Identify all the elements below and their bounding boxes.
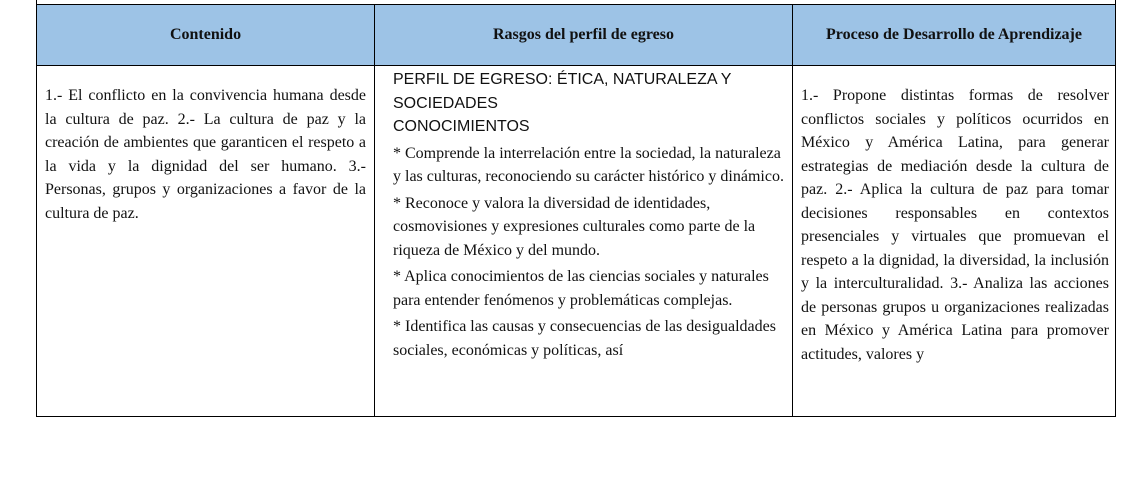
rasgos-item: * Reconoce y valora la diversidad de identidades, cosmovisiones y expresiones culturales como parte de la riqueza de México y del mundo. [393, 194, 756, 259]
header-contenido: Contenido [37, 5, 375, 65]
rasgos-cell [375, 66, 793, 416]
rasgos-subtitle: CONOCIMIENTOS [393, 118, 530, 135]
rasgos-item: * Comprende la interrelación entre la sociedad, la naturaleza y las culturas, reconociendo su carácter histórico y dinámico. [393, 144, 784, 185]
header-proceso: Proceso de Desarrollo de Aprendizaje [826, 26, 1082, 43]
proceso-cell: 1.- Propone distintas formas de resolver conflictos sociales y políticos ocurridos en México y América Latina, para generar estrategias de mediación desde la cultura de paz. 2.- Aplica la cultura de paz para tomar decisiones responsables en contextos presenciales y virtuales que promuevan el respeto a la dignidad, la diversidad, la inclusión y la interculturalidad. 3.- Analiza las acciones de personas grupos u organizaciones realizadas en México y América Latina para promover actitudes, valores y [801, 87, 1109, 363]
rasgos-title: PERFIL DE EGRESO: ÉTICA, NATURALEZA Y SOCIEDADES [393, 71, 732, 112]
table-header-row [37, 5, 1115, 66]
rasgos-item: * Aplica conocimientos de las ciencias sociales y naturales para entender fenómenos y problemáticas complejas. [393, 268, 769, 309]
rasgos-item: * Identifica las causas y consecuencias de las desigualdades sociales, económicas y políticas, así [393, 318, 776, 359]
header-rasgos: Rasgos del perfil de egreso [375, 5, 793, 65]
curriculum-table [36, 0, 1116, 417]
table-row [37, 66, 1115, 416]
contenido-cell: 1.- El conflicto en la convivencia humana desde la cultura de paz. 2.- La cultura de paz y la creación de ambientes que garanticen el respeto a la vida y la dignidad del ser humano. 3.- Personas, grupos y organizaciones a favor de la cultura de paz. [37, 66, 375, 416]
